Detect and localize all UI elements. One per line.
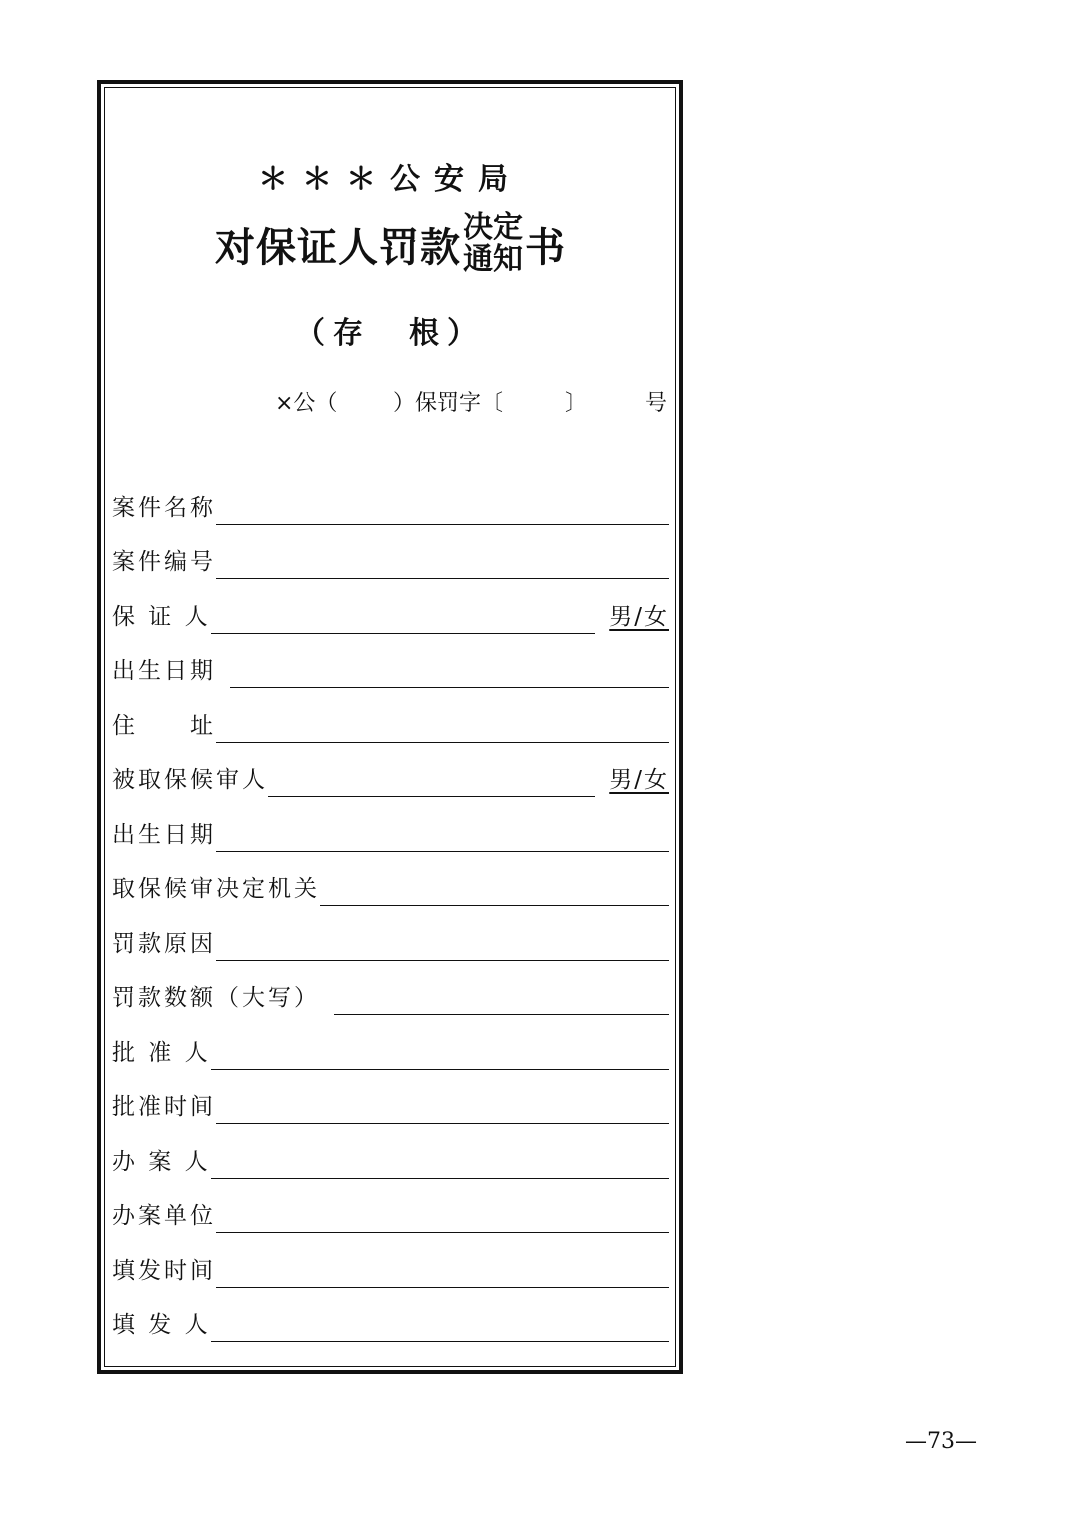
field-case-name [112,470,669,525]
field-label: 填发时间 [112,1257,216,1284]
field-label: 批 准 人 [112,1039,211,1066]
field-label: 取保候审决定机关 [112,876,320,902]
field-blank-line[interactable] [216,556,669,579]
field-label: 保 证 人 [112,603,211,630]
field-blank-line[interactable] [320,883,669,906]
field-bailed-birth-date [112,797,669,852]
field-label: 批准时间 [112,1094,216,1120]
title-option-notice: 通知 [463,242,523,277]
field-blank-line[interactable] [230,665,669,688]
field-blank-line[interactable] [334,992,669,1015]
title-stacked-options [463,212,523,276]
field-blank-line[interactable] [216,938,669,961]
field-blank-line[interactable] [216,1210,669,1233]
agency-name: ＊＊＊公安局 [258,162,522,197]
form-subtitle: （存 根） [295,316,485,351]
form-fields [112,470,669,1342]
field-bail-decision-authority [112,852,669,907]
field-blank-line[interactable] [216,829,669,852]
form-title [104,212,676,276]
docno-prefix: ×公（ [275,391,338,416]
docno-suffix: 号 [645,391,668,416]
field-label: 被取保候审人 [112,767,268,793]
field-fine-reason [112,906,669,961]
field-handling-unit [112,1179,669,1234]
field-label: 出生日期 [112,821,216,848]
sex-option[interactable]: 男/女 [609,767,669,793]
field-blank-line[interactable] [211,1156,669,1179]
title-main: 对保证人罚款 [215,223,461,271]
field-approver [112,1015,669,1070]
field-label: 办案单位 [112,1203,216,1229]
field-label: 案件编号 [112,549,216,575]
field-guarantor [112,579,669,634]
field-blank-line[interactable] [216,720,669,743]
field-approval-time [112,1070,669,1125]
title-option-decision: 决定 [463,210,523,245]
field-guarantor-birth-date [112,634,669,689]
field-label: 案件名称 [112,494,216,521]
field-address [112,688,669,743]
title-tail: 书 [525,223,565,271]
field-blank-line[interactable] [216,502,669,525]
field-label: 住 址 [112,712,216,739]
field-case-officer [112,1124,669,1179]
page-number: —73— [905,1429,977,1454]
docno-bracket-close: 〕 [565,391,588,416]
docno-middle: ）保罚字〔 [393,391,504,416]
field-label: 填 发 人 [112,1312,211,1338]
field-fine-amount [112,961,669,1016]
field-blank-line[interactable] [211,1047,669,1070]
field-blank-line[interactable] [216,1265,669,1288]
field-label: 办 案 人 [112,1148,211,1175]
field-label: 罚款原因 [112,930,216,957]
sex-option[interactable]: 男/女 [609,603,669,630]
field-blank-line[interactable] [268,774,595,797]
field-bailed-person [112,743,669,798]
field-label: 出生日期 [112,658,216,684]
field-blank-line[interactable] [211,1319,669,1342]
field-blank-line[interactable] [211,611,596,634]
field-blank-line[interactable] [216,1101,669,1124]
field-issuer [112,1288,669,1343]
field-case-number [112,525,669,580]
field-label: 罚款数额（大写） [112,985,320,1011]
field-issue-time [112,1233,669,1288]
